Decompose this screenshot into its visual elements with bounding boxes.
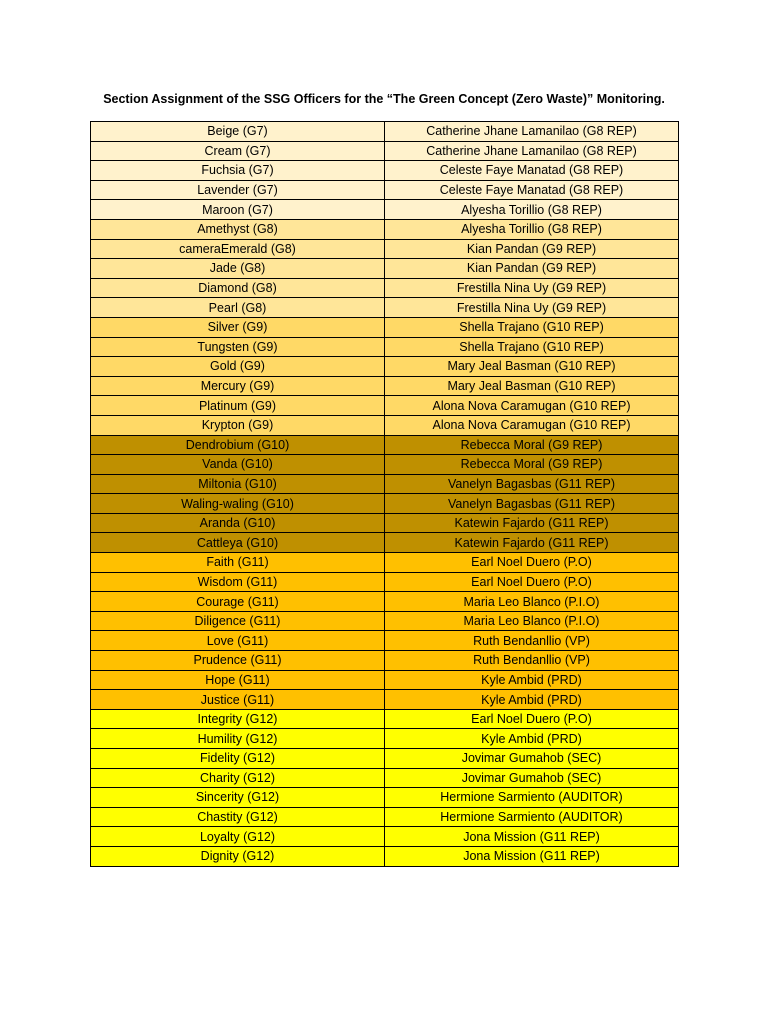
section-cell: Loyalty (G12) [91, 827, 385, 847]
table-row [91, 533, 679, 553]
section-cell: Cream (G7) [91, 141, 385, 161]
document-title: Section Assignment of the SSG Officers for the “The Green Concept (Zero Waste)” Monitoring. [103, 92, 665, 106]
table-row [91, 396, 679, 416]
table-row [91, 376, 679, 396]
officer-cell: Alyesha Torillio (G8 REP) [385, 219, 679, 239]
officer-cell: Alyesha Torillio (G8 REP) [385, 200, 679, 220]
officer-cell: Catherine Jhane Lamanilao (G8 REP) [385, 122, 679, 142]
table-row [91, 670, 679, 690]
section-cell: Courage (G11) [91, 592, 385, 612]
officer-cell: Ruth Bendanllio (VP) [385, 651, 679, 671]
section-cell: Fuchsia (G7) [91, 161, 385, 181]
officer-cell: Mary Jeal Basman (G10 REP) [385, 376, 679, 396]
table-row [91, 298, 679, 318]
officer-cell: Kian Pandan (G9 REP) [385, 239, 679, 259]
officer-cell: Celeste Faye Manatad (G8 REP) [385, 161, 679, 181]
officer-cell: Maria Leo Blanco (P.I.O) [385, 611, 679, 631]
table-row [91, 846, 679, 866]
table-row [91, 219, 679, 239]
section-cell: Love (G11) [91, 631, 385, 651]
section-cell: Vanda (G10) [91, 455, 385, 475]
table-row [91, 553, 679, 573]
officer-cell: Earl Noel Duero (P.O) [385, 709, 679, 729]
table-row [91, 709, 679, 729]
section-cell: Hope (G11) [91, 670, 385, 690]
table-row [91, 122, 679, 142]
officer-cell: Katewin Fajardo (G11 REP) [385, 513, 679, 533]
assignment-table-body [91, 122, 679, 867]
section-cell: Gold (G9) [91, 357, 385, 377]
table-row [91, 357, 679, 377]
officer-cell: Katewin Fajardo (G11 REP) [385, 533, 679, 553]
table-row [91, 807, 679, 827]
officer-cell: Frestilla Nina Uy (G9 REP) [385, 298, 679, 318]
section-cell: Platinum (G9) [91, 396, 385, 416]
table-row [91, 768, 679, 788]
section-cell: Sincerity (G12) [91, 788, 385, 808]
table-row [91, 631, 679, 651]
table-row [91, 141, 679, 161]
assignment-table [90, 121, 679, 867]
section-cell: Lavender (G7) [91, 180, 385, 200]
table-row [91, 474, 679, 494]
table-row [91, 729, 679, 749]
officer-cell: Jovimar Gumahob (SEC) [385, 768, 679, 788]
section-cell: Mercury (G9) [91, 376, 385, 396]
table-row [91, 278, 679, 298]
section-cell: Diligence (G11) [91, 611, 385, 631]
table-row [91, 749, 679, 769]
officer-cell: Maria Leo Blanco (P.I.O) [385, 592, 679, 612]
section-cell: Justice (G11) [91, 690, 385, 710]
table-row [91, 200, 679, 220]
table-row [91, 317, 679, 337]
officer-cell: Vanelyn Bagasbas (G11 REP) [385, 494, 679, 514]
table-row [91, 788, 679, 808]
officer-cell: Rebecca Moral (G9 REP) [385, 435, 679, 455]
officer-cell: Frestilla Nina Uy (G9 REP) [385, 278, 679, 298]
section-cell: Faith (G11) [91, 553, 385, 573]
officer-cell: Alona Nova Caramugan (G10 REP) [385, 415, 679, 435]
table-row [91, 239, 679, 259]
table-row [91, 161, 679, 181]
officer-cell: Mary Jeal Basman (G10 REP) [385, 357, 679, 377]
officer-cell: Hermione Sarmiento (AUDITOR) [385, 788, 679, 808]
table-row [91, 455, 679, 475]
section-cell: Dignity (G12) [91, 846, 385, 866]
officer-cell: Shella Trajano (G10 REP) [385, 337, 679, 357]
section-cell: Prudence (G11) [91, 651, 385, 671]
officer-cell: Alona Nova Caramugan (G10 REP) [385, 396, 679, 416]
section-cell: Dendrobium (G10) [91, 435, 385, 455]
section-cell: cameraEmerald (G8) [91, 239, 385, 259]
table-row [91, 827, 679, 847]
table-row [91, 690, 679, 710]
officer-cell: Celeste Faye Manatad (G8 REP) [385, 180, 679, 200]
officer-cell: Rebecca Moral (G9 REP) [385, 455, 679, 475]
section-cell: Charity (G12) [91, 768, 385, 788]
officer-cell: Jona Mission (G11 REP) [385, 827, 679, 847]
table-row [91, 415, 679, 435]
section-cell: Krypton (G9) [91, 415, 385, 435]
section-cell: Cattleya (G10) [91, 533, 385, 553]
table-row [91, 435, 679, 455]
section-cell: Integrity (G12) [91, 709, 385, 729]
officer-cell: Vanelyn Bagasbas (G11 REP) [385, 474, 679, 494]
table-row [91, 180, 679, 200]
section-cell: Silver (G9) [91, 317, 385, 337]
table-row [91, 572, 679, 592]
table-row [91, 337, 679, 357]
officer-cell: Shella Trajano (G10 REP) [385, 317, 679, 337]
section-cell: Wisdom (G11) [91, 572, 385, 592]
section-cell: Pearl (G8) [91, 298, 385, 318]
officer-cell: Jovimar Gumahob (SEC) [385, 749, 679, 769]
section-cell: Jade (G8) [91, 259, 385, 279]
officer-cell: Hermione Sarmiento (AUDITOR) [385, 807, 679, 827]
officer-cell: Earl Noel Duero (P.O) [385, 572, 679, 592]
officer-cell: Jona Mission (G11 REP) [385, 846, 679, 866]
section-cell: Chastity (G12) [91, 807, 385, 827]
section-cell: Beige (G7) [91, 122, 385, 142]
table-row [91, 651, 679, 671]
officer-cell: Kyle Ambid (PRD) [385, 729, 679, 749]
table-row [91, 259, 679, 279]
section-cell: Aranda (G10) [91, 513, 385, 533]
section-cell: Humility (G12) [91, 729, 385, 749]
officer-cell: Kyle Ambid (PRD) [385, 690, 679, 710]
section-cell: Miltonia (G10) [91, 474, 385, 494]
table-row [91, 611, 679, 631]
section-cell: Amethyst (G8) [91, 219, 385, 239]
officer-cell: Ruth Bendanllio (VP) [385, 631, 679, 651]
officer-cell: Earl Noel Duero (P.O) [385, 553, 679, 573]
officer-cell: Catherine Jhane Lamanilao (G8 REP) [385, 141, 679, 161]
section-cell: Maroon (G7) [91, 200, 385, 220]
table-row [91, 513, 679, 533]
officer-cell: Kyle Ambid (PRD) [385, 670, 679, 690]
officer-cell: Kian Pandan (G9 REP) [385, 259, 679, 279]
section-cell: Waling-waling (G10) [91, 494, 385, 514]
section-cell: Fidelity (G12) [91, 749, 385, 769]
section-cell: Tungsten (G9) [91, 337, 385, 357]
table-row [91, 494, 679, 514]
table-row [91, 592, 679, 612]
section-cell: Diamond (G8) [91, 278, 385, 298]
